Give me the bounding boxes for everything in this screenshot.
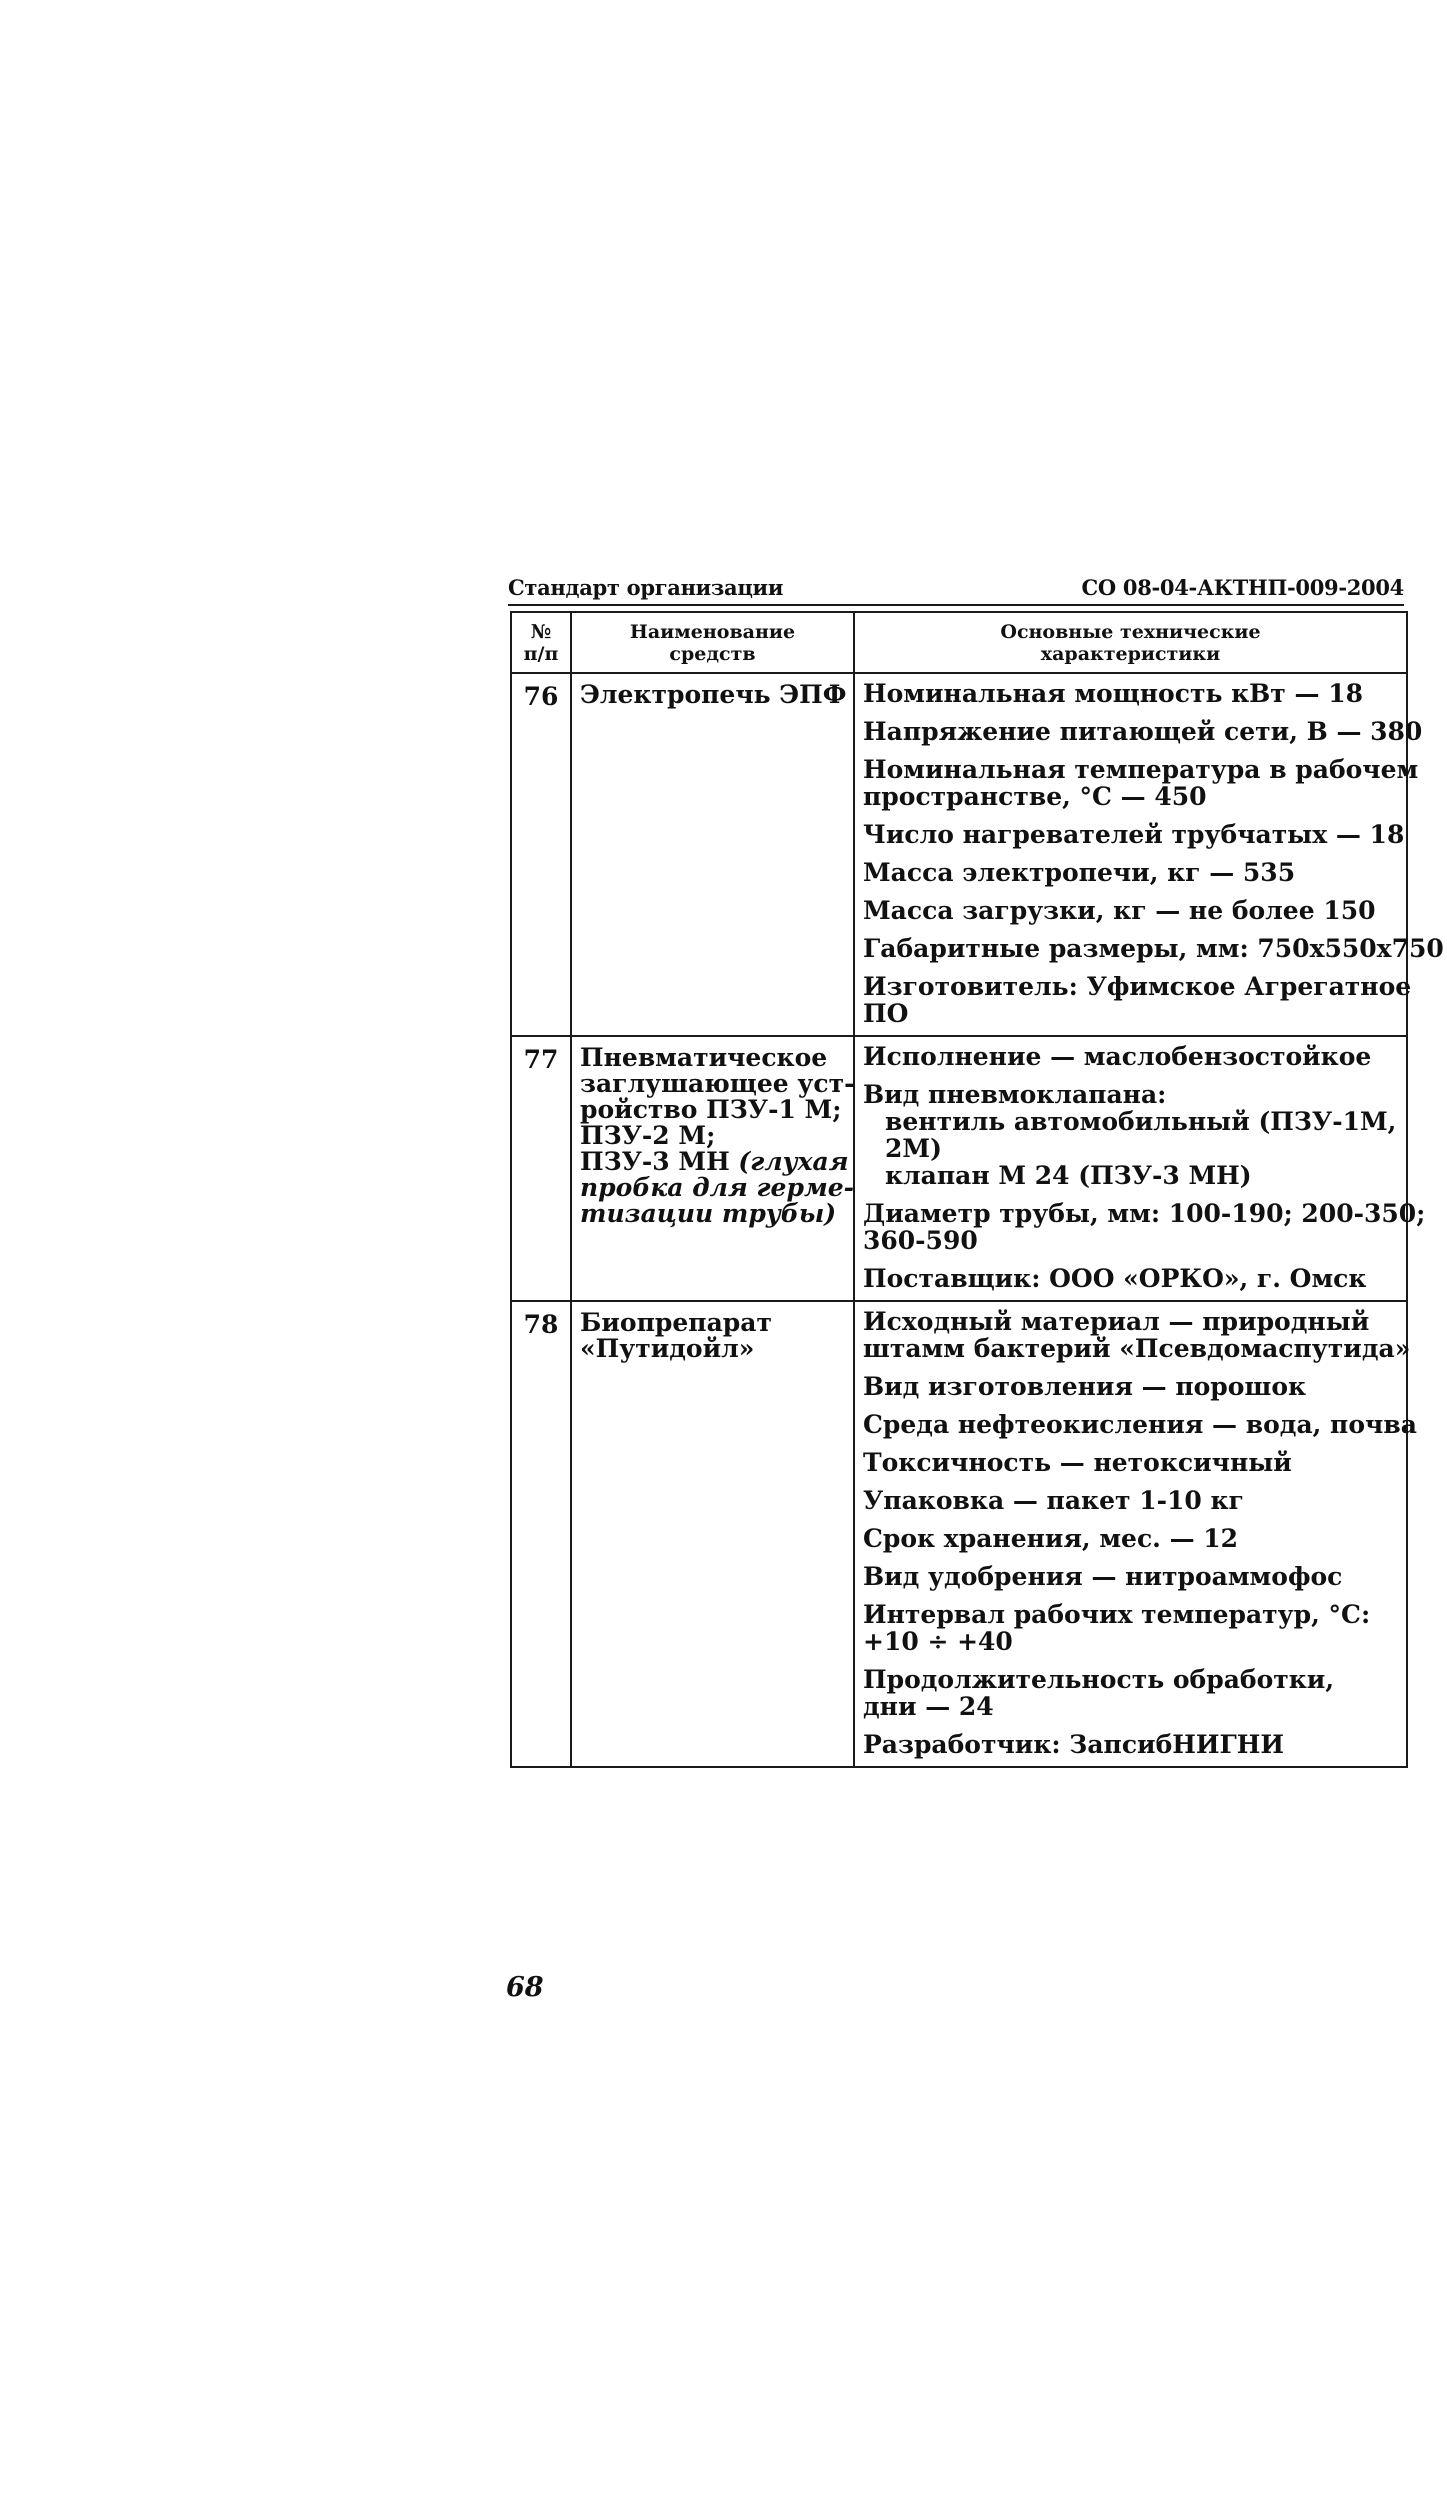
- row-number: 77: [511, 1036, 571, 1301]
- spec-item: Напряжение питающей сети, В — 380: [863, 717, 1423, 746]
- header-organization-standard: Стандарт организации: [508, 575, 784, 600]
- spec-item: Токсичность — нетоксичный: [863, 1448, 1292, 1477]
- header-rule: [508, 604, 1404, 606]
- header-document-code: СО 08-04-АКТНП-009-2004: [1081, 575, 1404, 600]
- spec-item: Изготовитель: Уфимское Агрегатное ПО: [863, 972, 1412, 1028]
- spec-item: Разработчик: ЗапсибНИГНИ: [863, 1730, 1285, 1759]
- spec-item: Вид изготовления — порошок: [863, 1372, 1307, 1401]
- equipment-name: Электропечь ЭПФ: [571, 673, 854, 1036]
- column-header-name: Наименование средств: [571, 612, 854, 673]
- spec-item: Масса загрузки, кг — не более 150: [863, 896, 1376, 925]
- page-number: 68: [506, 1972, 544, 2003]
- table-header-row: [511, 612, 1407, 673]
- spec-item: Упаковка — пакет 1-10 кг: [863, 1486, 1244, 1515]
- spec-item: Диаметр трубы, мм: 100-190; 200-350; 360-590: [863, 1199, 1426, 1255]
- spec-item: Исходный материал — природный штамм бактерий «Псевдомаспутида»: [863, 1307, 1411, 1363]
- equipment-name: Биопрепарат «Путидойл»: [571, 1301, 854, 1767]
- spec-item: Вид удобрения — нитроаммофос: [863, 1562, 1343, 1591]
- spec-item: Габаритные размеры, мм: 750х550х750: [863, 934, 1444, 963]
- table-row: [511, 1301, 1407, 1767]
- equipment-specs: [854, 1301, 1417, 1767]
- column-header-specs: Основные технические характеристики: [854, 612, 1407, 673]
- table-row: [511, 673, 1407, 1036]
- equipment-specs: [854, 673, 1444, 1036]
- equipment-name: Пневматическое заглушающее уст- ройство ПЗУ-1 М; ПЗУ-2 М; ПЗУ-3 МН (глухая пробка для герме- тизации трубы): [571, 1036, 854, 1301]
- spec-item: Номинальная температура в рабочем пространстве, °С — 450: [863, 755, 1419, 811]
- spec-item: Масса электропечи, кг — 535: [863, 858, 1296, 887]
- spec-item: Срок хранения, мес. — 12: [863, 1524, 1239, 1553]
- equipment-specs-table: [510, 611, 1444, 1768]
- spec-item: Исполнение — маслобензостойкое: [863, 1042, 1372, 1071]
- column-header-number: № п/п: [511, 612, 571, 673]
- spec-item: Интервал рабочих температур, °С: +10 ÷ +40: [863, 1600, 1371, 1656]
- running-header: [508, 570, 1404, 600]
- spec-item: Поставщик: ООО «ОРКО», г. Омск: [863, 1264, 1367, 1293]
- table-row: [511, 1036, 1407, 1301]
- spec-item: Продолжительность обработки, дни — 24: [863, 1665, 1335, 1721]
- equipment-specs: [854, 1036, 1426, 1301]
- row-number: 76: [511, 673, 571, 1036]
- row-number: 78: [511, 1301, 571, 1767]
- spec-item: Номинальная мощность кВт — 18: [863, 679, 1363, 708]
- spec-item: Среда нефтеокисления — вода, почва: [863, 1410, 1417, 1439]
- spec-item: Число нагревателей трубчатых — 18: [863, 820, 1405, 849]
- spec-item: Вид пневмоклапана: вентиль автомобильный (ПЗУ-1М, 2М) клапан М 24 (ПЗУ-3 МН): [863, 1080, 1397, 1190]
